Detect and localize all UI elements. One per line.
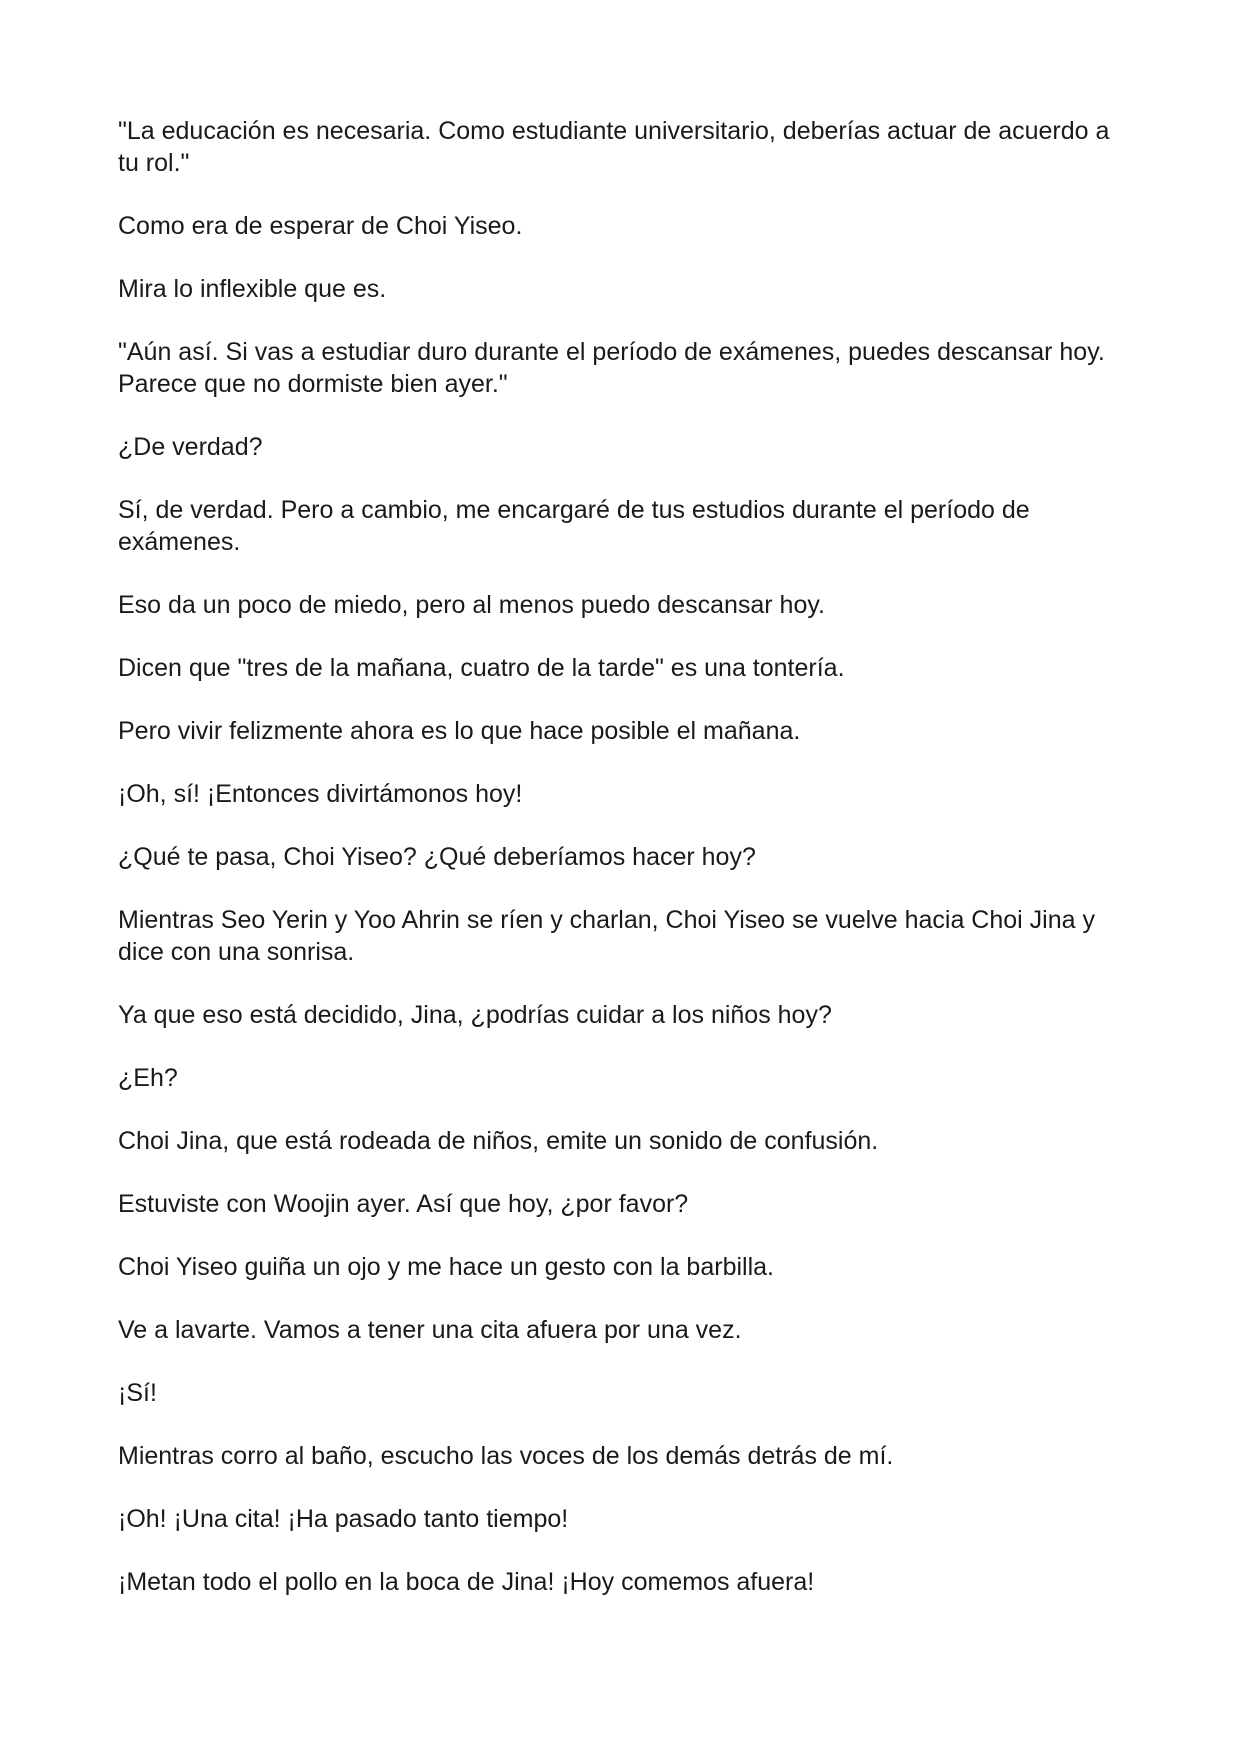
paragraph: ¿Eh? xyxy=(118,1064,178,1092)
paragraph: Choi Jina, que está rodeada de niños, emite un sonido de confusión. xyxy=(118,1127,879,1155)
paragraph: Ya que eso está decidido, Jina, ¿podrías cuidar a los niños hoy? xyxy=(118,1001,832,1029)
paragraph: Mientras corro al baño, escucho las voces de los demás detrás de mí. xyxy=(118,1442,894,1470)
paragraph: "La educación es necesaria. Como estudiante universitario, deberías actuar de acuerdo a tu rol." xyxy=(118,117,1110,177)
paragraph: Choi Yiseo guiña un ojo y me hace un gesto con la barbilla. xyxy=(118,1253,774,1281)
paragraph: Eso da un poco de miedo, pero al menos puedo descansar hoy. xyxy=(118,591,825,619)
paragraph: Dicen que "tres de la mañana, cuatro de la tarde" es una tontería. xyxy=(118,654,845,682)
paragraph: Sí, de verdad. Pero a cambio, me encargaré de tus estudios durante el período de exámenes. xyxy=(118,496,1030,556)
paragraph: Estuviste con Woojin ayer. Así que hoy, ¿por favor? xyxy=(118,1190,689,1218)
paragraph: Ve a lavarte. Vamos a tener una cita afuera por una vez. xyxy=(118,1316,742,1344)
document-body xyxy=(118,115,1128,1629)
paragraph: Mientras Seo Yerin y Yoo Ahrin se ríen y charlan, Choi Yiseo se vuelve hacia Choi Jina y dice con una sonrisa. xyxy=(118,906,1095,966)
paragraph: ¡Sí! xyxy=(118,1379,157,1407)
paragraph: Mira lo inflexible que es. xyxy=(118,275,387,303)
paragraph: ¿Qué te pasa, Choi Yiseo? ¿Qué deberíamos hacer hoy? xyxy=(118,843,756,871)
paragraph: ¡Oh! ¡Una cita! ¡Ha pasado tanto tiempo! xyxy=(118,1505,569,1533)
paragraph: ¡Metan todo el pollo en la boca de Jina! ¡Hoy comemos afuera! xyxy=(118,1568,815,1596)
paragraph: ¡Oh, sí! ¡Entonces divirtámonos hoy! xyxy=(118,780,523,808)
paragraph: "Aún así. Si vas a estudiar duro durante el período de exámenes, puedes descansar hoy. Parece que no dormiste bien ayer." xyxy=(118,338,1105,398)
paragraph: Como era de esperar de Choi Yiseo. xyxy=(118,212,523,240)
paragraph: Pero vivir felizmente ahora es lo que hace posible el mañana. xyxy=(118,717,801,745)
paragraph: ¿De verdad? xyxy=(118,433,263,461)
